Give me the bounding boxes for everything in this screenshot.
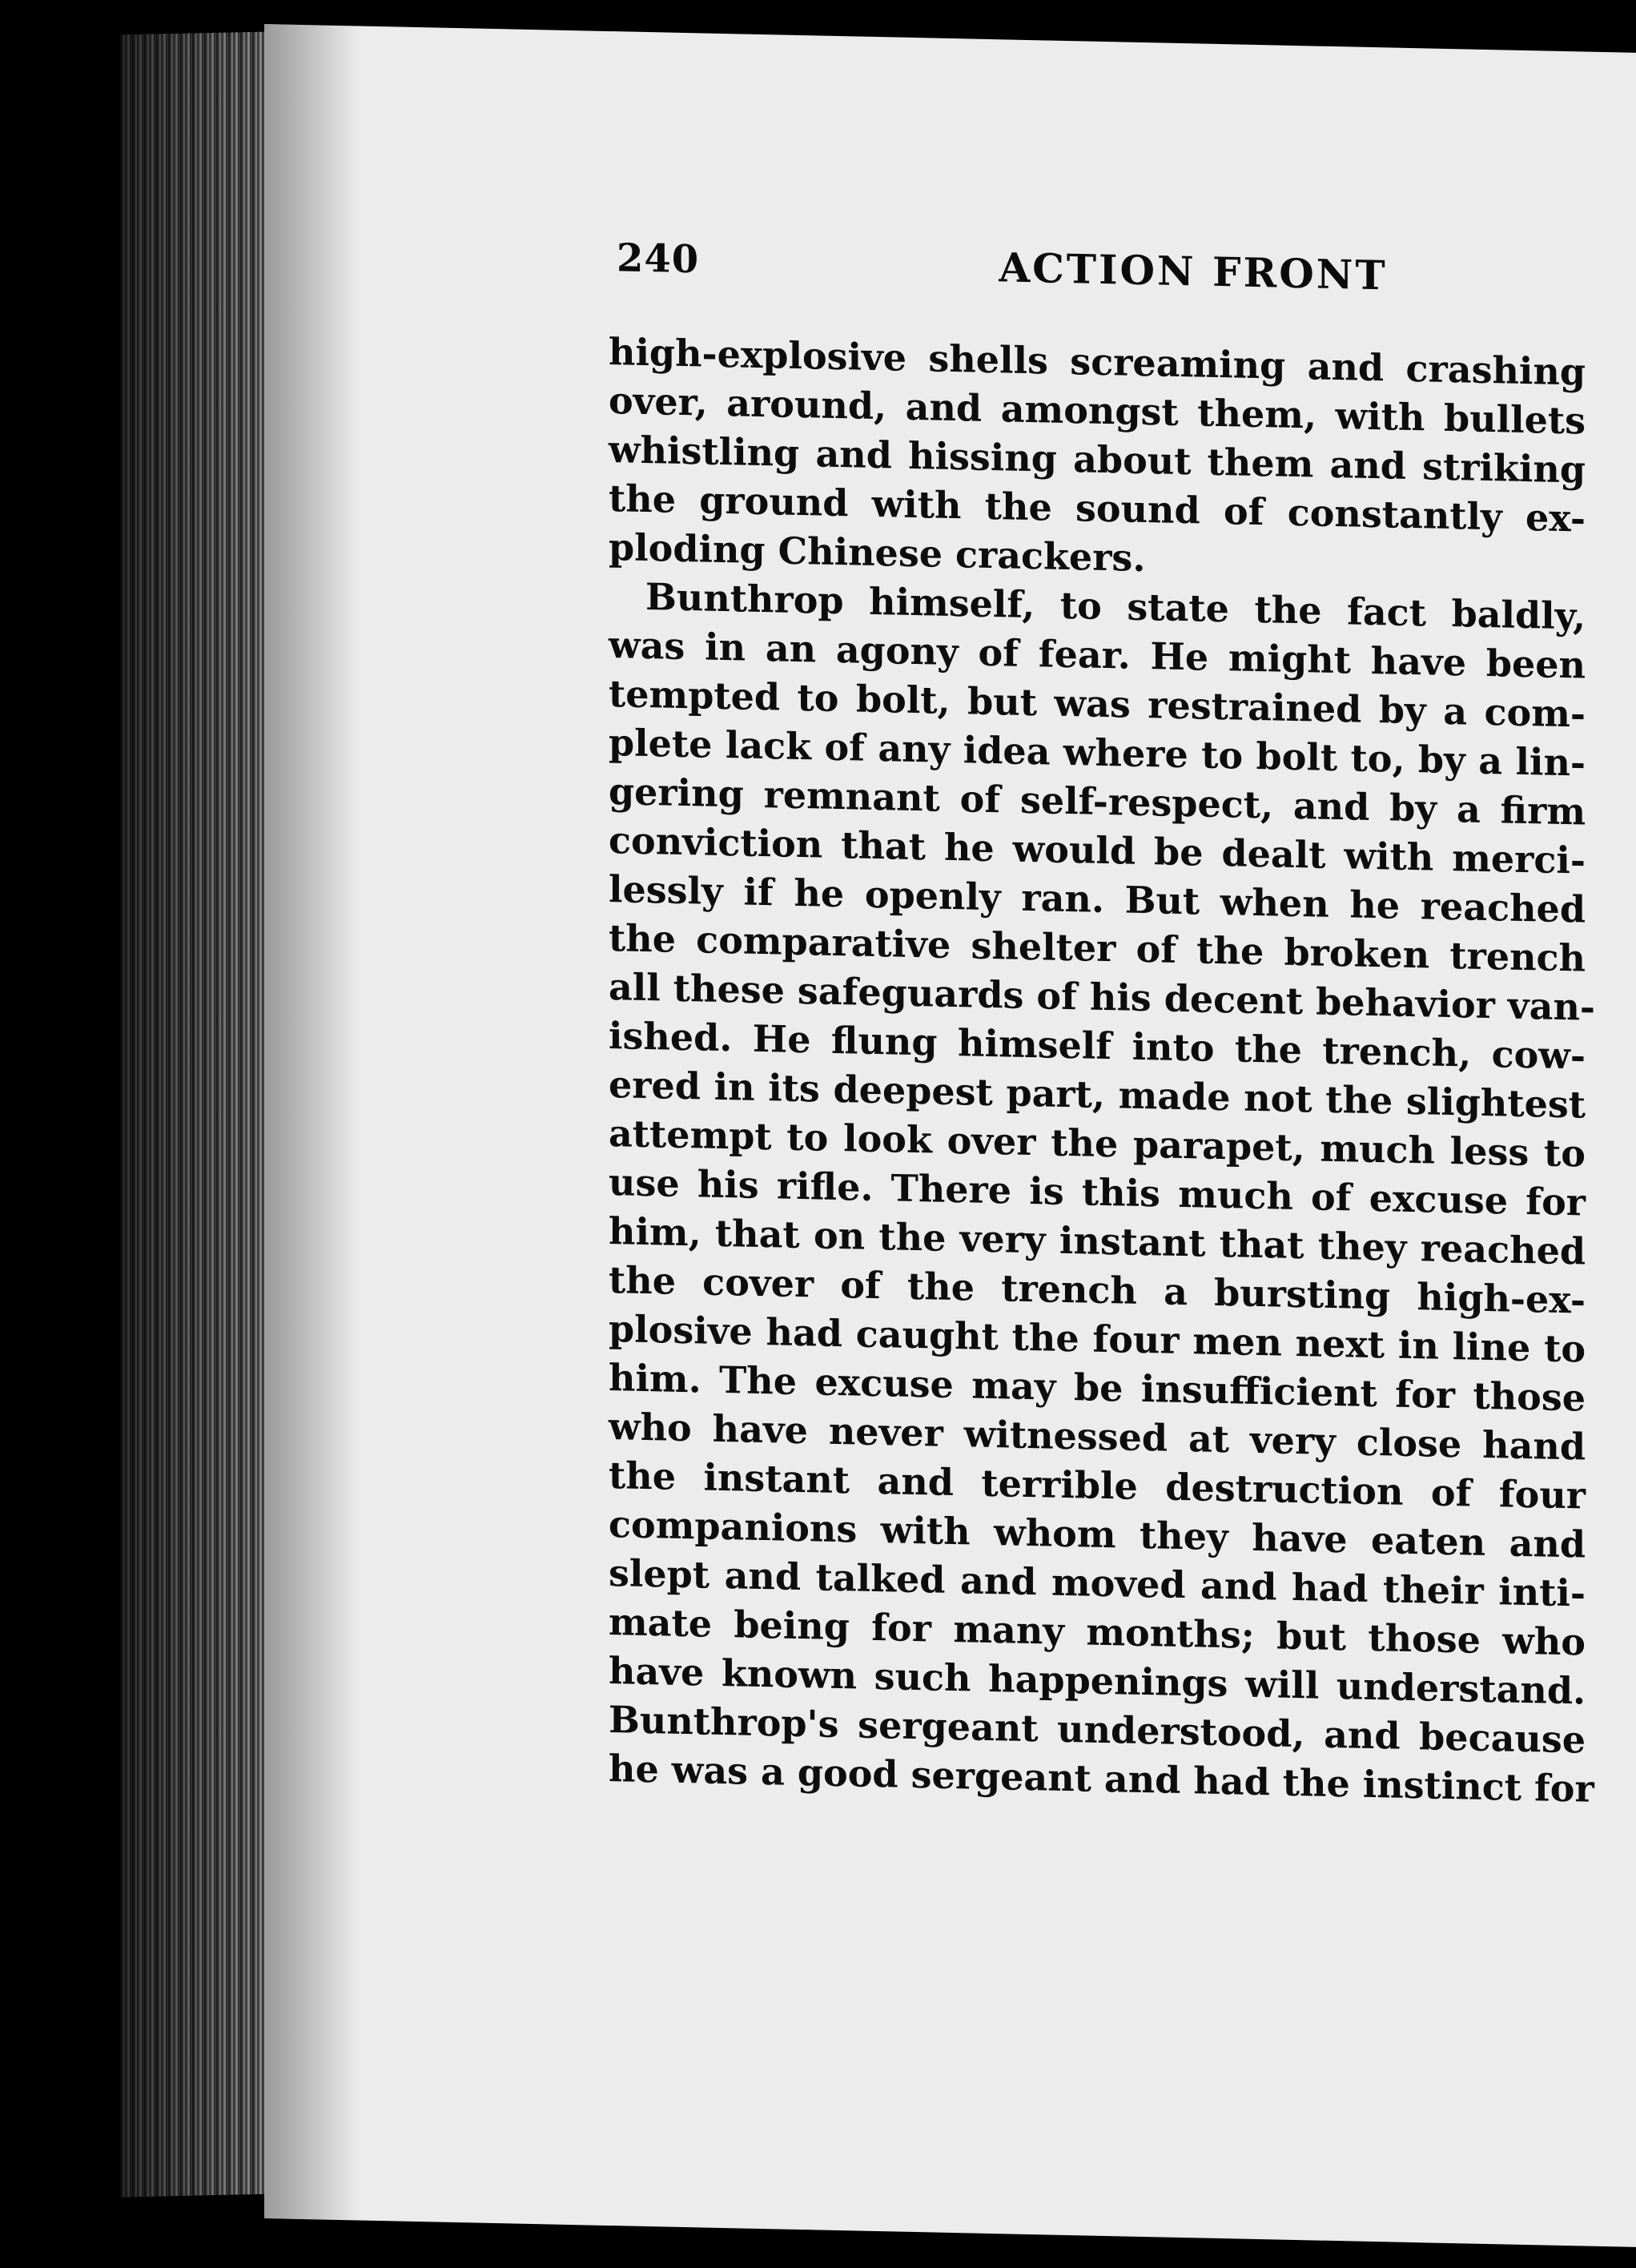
text-line: all these safeguards of his decent behavior van- [609,965,1596,1029]
page-number: 240 [617,235,700,283]
text-line: mate being for many months; but those who [609,1600,1586,1664]
running-title: ACTION FRONT [999,243,1388,300]
text-line: companions with whom they have eaten and [609,1502,1586,1566]
text-line: the comparative shelter of the broken trench [609,916,1586,980]
book-page [264,24,1636,2247]
text-line: over, around, and amongst them, with bullets [609,379,1586,443]
text-line: gering remnant of self-respect, and by a firm [609,770,1586,834]
text-line: him. The excuse may be insufficient for those [609,1356,1586,1420]
body-text [609,328,1596,1814]
text-line: ered in its deepest part, made not the slightest [609,1063,1586,1127]
text-line: ploding Chinese crackers. [609,525,1146,581]
text-line: attempt to look over the parapet, much less to [609,1112,1586,1176]
paragraph-start-line: Bunthrop himself, to state the fact baldly, [645,574,1586,638]
text-line: high-explosive shells screaming and crashing [609,330,1586,394]
text-line: Bunthrop's sergeant understood, and because [609,1698,1586,1762]
text-line: tempted to bolt, but was restrained by a com- [609,672,1586,736]
text-line: plosive had caught the four men next in line to [609,1307,1586,1371]
gutter-shadow [264,24,360,2221]
text-line: have known such happenings will understand. [609,1649,1586,1713]
text-line: ished. He flung himself into the trench, cow- [609,1014,1586,1078]
text-line: he was a good sergeant and had the instinct for [609,1747,1594,1811]
text-line: use his rifle. There is this much of excuse for [609,1160,1586,1224]
text-line: who have never witnessed at very close hand [609,1405,1586,1469]
text-line: him, that on the very instant that they reached [609,1209,1586,1273]
text-line: whistling and hissing about them and striking [609,428,1586,492]
page-header [617,235,1618,300]
text-line: the instant and terrible destruction of four [609,1454,1586,1518]
text-line: the cover of the trench a bursting high-ex- [609,1258,1586,1322]
text-line: was in an agony of fear. He might have been [609,623,1586,687]
text-line: lessly if he openly ran. But when he reached [609,867,1586,931]
text-line: slept and talked and moved and had their inti- [609,1551,1586,1615]
text-line: the ground with the sound of constantly ex- [609,477,1586,541]
text-line: plete lack of any idea where to bolt to, by a lin- [609,721,1586,785]
text-line: conviction that he would be dealt with merci- [609,818,1586,883]
